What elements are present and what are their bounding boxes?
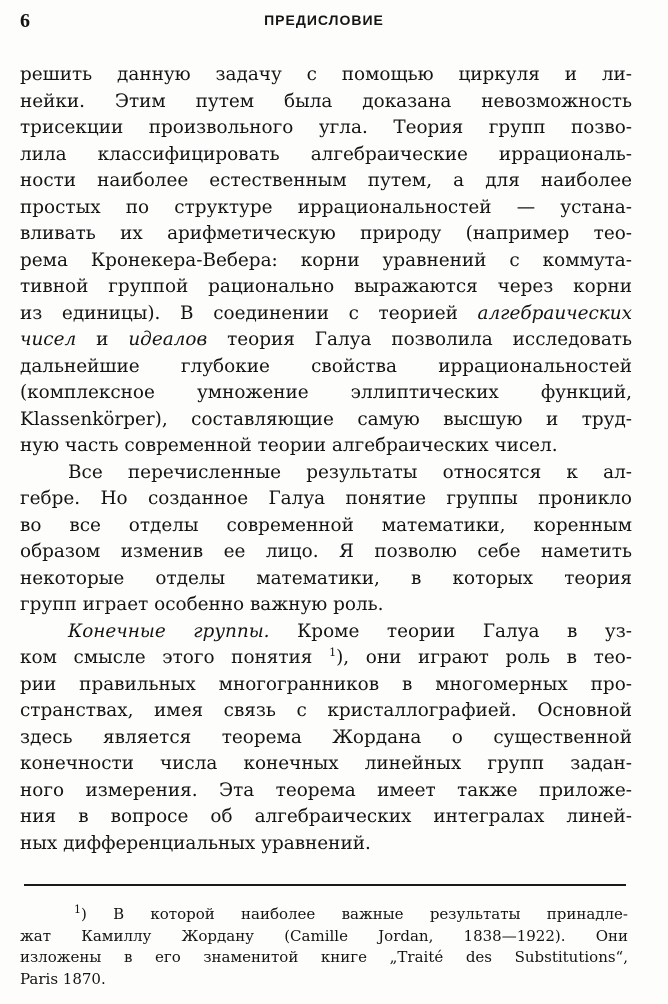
footnote-line: Paris 1870. [20, 969, 106, 988]
text-line: дальнейшие глубокие свойства иррациональностей [20, 355, 632, 377]
text-line: некоторые отделы математики, в которых теория [20, 567, 632, 589]
text-line: странствах, имея связь с кристаллографией. Основной [20, 700, 632, 721]
footnote-mark: 1 [74, 904, 81, 916]
text-line: Все перечисленные результаты относятся к ал- [68, 461, 632, 483]
text-segment: Кроме теории Галуа в уз- [297, 620, 632, 642]
text-line: лила классифицировать алгебраические иррациональ- [20, 143, 632, 165]
footnote [20, 904, 628, 990]
text-line: во все отделы современной математики, коренным [20, 514, 632, 536]
text-segment: из единицы). В соединении с теорией [20, 302, 458, 324]
text-line [20, 645, 632, 672]
footnote-line [20, 904, 628, 926]
text-line: простых по структуре иррациональностей — устана- [20, 196, 632, 218]
page-header [20, 8, 628, 34]
running-title: ПРЕДИСЛОВИЕ [264, 12, 384, 28]
section-lead: Конечные группы. [68, 620, 270, 642]
footnote-line: изложены в его знаменитой книге „Traité des Substitutions“, [20, 948, 628, 966]
text-line: гебре. Но созданное Галуа понятие группы проникло [20, 488, 632, 509]
text-segment: ком смысле этого понятия [20, 647, 313, 668]
text-line [20, 327, 632, 354]
text-line: ного измерения. Эта теорема имеет также приложе- [20, 779, 632, 801]
footnote-divider [24, 884, 626, 886]
text-line [20, 619, 632, 646]
text-line: трисекции произвольного угла. Теория групп позво- [20, 117, 632, 138]
text-line: рема Кронекера-Вебера: корни уравнений с коммута- [20, 249, 632, 271]
footnote-reference[interactable]: 1 [329, 645, 337, 659]
text-segment: теория Галуа позволила исследовать [227, 329, 632, 350]
page-number: 6 [20, 10, 31, 32]
text-line: нейки. Этим путем была доказана невозможность [20, 90, 632, 112]
text-line: вливать их арифметическую природу (например тео- [20, 223, 632, 244]
text-line: здесь является теорема Жордана о существенной [20, 726, 632, 748]
text-line: ности наиболее естественным путем, а для наиболее [20, 170, 632, 191]
footnote-line: жат Камиллу Жордану (Camille Jordan, 1838—1922). Они [20, 926, 628, 945]
text-line [20, 301, 632, 328]
text-line: ную часть современной теории алгебраических чисел. [20, 435, 558, 456]
body-text [20, 62, 632, 857]
italic-term: чисел [20, 329, 77, 350]
text-line: ных дифференциальных уравнений. [20, 832, 371, 854]
text-line: конечности числа конечных линейных групп задан- [20, 753, 632, 774]
text-line: групп играет особенно важную роль. [20, 594, 384, 615]
text-line: Klassenkörper), составляющие самую высшую и труд- [20, 408, 632, 430]
text-line: (комплексное умножение эллиптических функций, [20, 382, 632, 403]
italic-term: идеалов [128, 329, 208, 350]
text-line: рии правильных многогранников в многомерных про- [20, 673, 632, 695]
text-segment: ), они играют роль в тео- [336, 647, 632, 668]
text-segment: ) В которой наиболее важные результаты принадле- [81, 905, 628, 923]
italic-term: алгебраических [477, 302, 632, 324]
text-line: тивной группой рационально выражаются через корни [20, 276, 632, 297]
text-segment: и [96, 329, 109, 350]
text-line: ния в вопросе об алгебраических интегралах линей- [20, 806, 632, 827]
text-line: решить данную задачу с помощью циркуля и ли- [20, 64, 632, 85]
text-line: образом изменив ее лицо. Я позволю себе наметить [20, 541, 632, 562]
